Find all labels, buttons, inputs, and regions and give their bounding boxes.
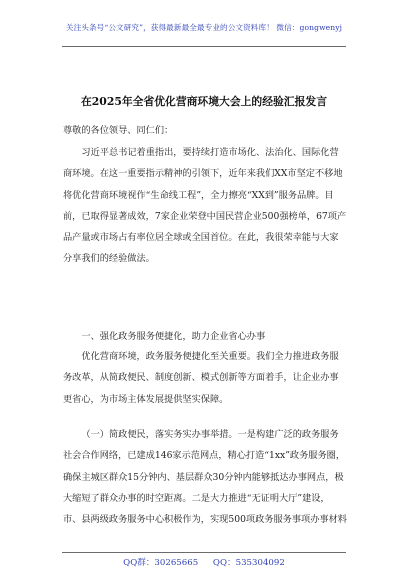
paragraph-text: （一）简政便民，落实务实办事举措。一是构建广泛的政务服务社会合作网络，已建成146家示范网点，精心打造“1xx”政务服务圈，确保主城区群众15分钟内、基层群众30分钟内能够抵达办事网点，极大缩短了群众办事的时空距离。二是大力推进“无证明大厅”建设，市、县两级政务服务中心积极作为，实现500项政务服务事项办事材料 [63, 429, 347, 526]
paragraph-text: 优化营商环境，政务服务便捷化至关重要。我们全力推进政务服务改革，从简政便民、制度创新、模式创新等方面着手，让企业办事更省心，为市场主体发展提供坚实保障。 [63, 351, 339, 405]
document-title: 在2025年全省优化营商环境大会上的经验汇报发言 [81, 95, 327, 108]
paragraph-intro [63, 142, 347, 270]
paragraph-section-intro [63, 346, 347, 410]
salutation: 尊敬的各位领导、同仁们： [63, 125, 174, 136]
footer-contact [0, 556, 408, 568]
header-promo-note: 关注头条号“公文研究”，获得最新最全最专业的公文资料库！ 微信：gongwenyj [65, 23, 343, 32]
paragraph-subsection-1 [63, 424, 347, 530]
section-heading-text: 一、强化政务服务便捷化，助力企业省心办事 [81, 331, 266, 342]
footer-qq-group: QQ群：30265665 [123, 558, 199, 568]
section-heading-1 [63, 326, 347, 347]
footer-qq: QQ：535304092 [212, 558, 285, 568]
header-divider [62, 46, 346, 47]
footer-divider [62, 552, 346, 553]
paragraph-text: 习近平总书记着重指出，要持续打造市场化、法治化、国际化营商环境。在这一重要指示精神的引领下，近年来我们XX市坚定不移地将优化营商环境视作“生命线工程”，全力擦亮“XX到”服务品牌。目前，已取得显著成效，7家企业荣登中国民营企业500强榜单，67项产品产量或市场占有率位居全球或全国首位。在此，我很荣幸能与大家分享我们的经验做法。 [63, 147, 347, 265]
